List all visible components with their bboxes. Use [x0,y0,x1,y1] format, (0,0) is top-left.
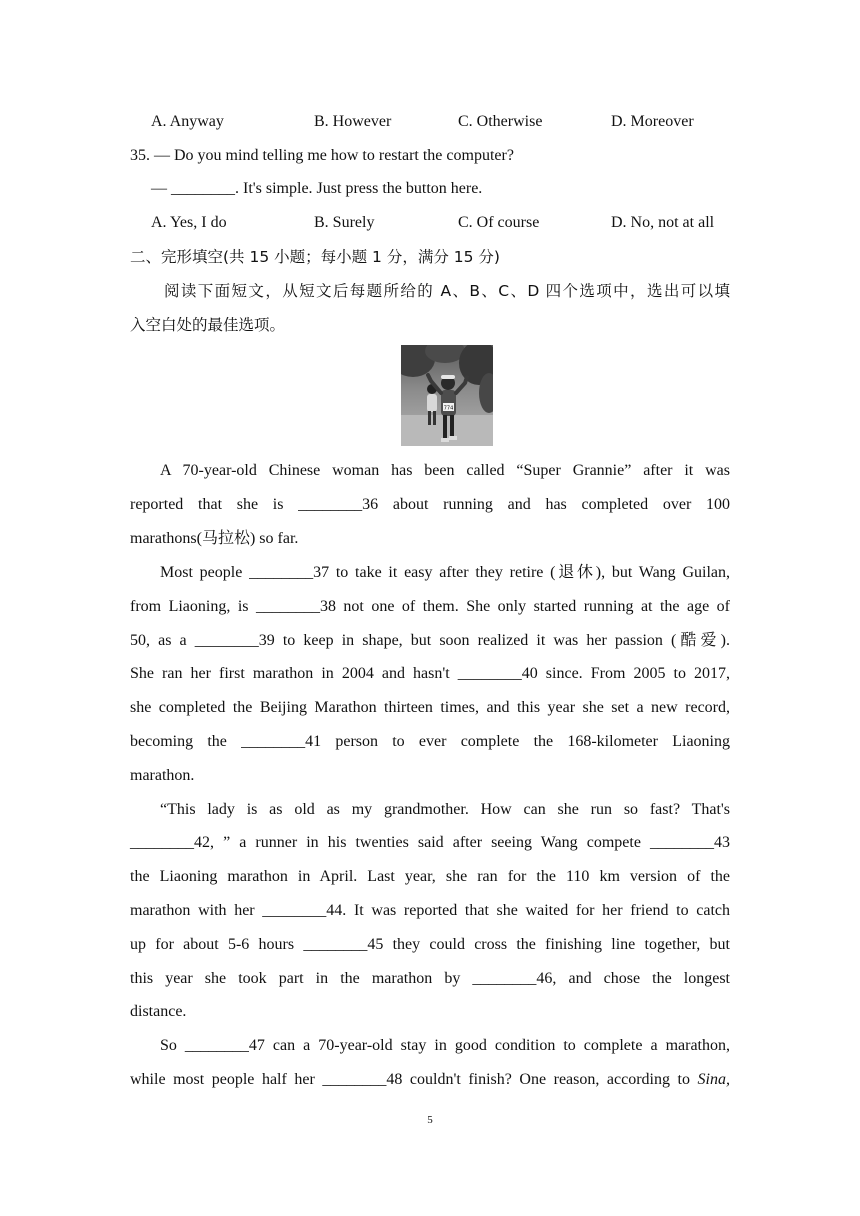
q35-option-b: B. Surely [314,214,375,231]
p1-line1: A 70-year-old Chinese woman has been called “Super Grannie” after it was [160,462,730,479]
p2-line7: marathon. [130,767,195,784]
q34-option-d: D. Moreover [611,113,694,130]
runner-photo [401,345,493,446]
p3-line7: distance. [130,1003,187,1020]
q35-option-d: D. No, not at all [611,214,715,231]
p3-line5: up for about 5-6 hours ________45 they could cross the finishing line together, but [130,936,730,953]
p3-line1: “This lady is as old as my grandmother. How can she run so fast? That's [160,801,730,818]
p2-line2: from Liaoning, is ________38 not one of them. She only started running at the age of [130,598,730,615]
q34-option-b: B. However [314,113,392,130]
section-instruction-line2: 入空白处的最佳选项。 [130,316,286,334]
p3-line6: this year she took part in the marathon by ________46, and chose the longest [130,970,730,987]
q35-option-a: A. Yes, I do [151,214,227,231]
q35-reply: — ________. It's simple. Just press the button here. [151,180,483,197]
page-number: 5 [427,1114,433,1126]
bib-number: 774 [443,405,454,412]
p4-line2-source: Sina, [697,1071,730,1088]
q34-option-a: A. Anyway [151,113,224,130]
p4-line2-text: while most people half her ________48 couldn't finish? One reason, according to [130,1071,698,1088]
p3-line4: marathon with her ________44. It was reported that she waited for her friend to catch [130,902,730,919]
p4-line2 [130,1070,730,1090]
section-instruction-line1: 阅读下面短文，从短文后每题所给的 A、B、C、D 四个选项中，选出可以填 [164,282,730,300]
p2-line6: becoming the ________41 person to ever complete the 168-kilometer Liaoning [130,733,730,750]
p2-line3: 50, as a ________39 to keep in shape, but soon realized it was her passion (酷爱). [130,632,730,649]
p3-line2: ________42, ” a runner in his twenties said after seeing Wang compete ________43 [130,834,730,851]
p1-line2: reported that she is ________36 about running and has completed over 100 [130,496,730,513]
p2-line4: She ran her first marathon in 2004 and hasn't ________40 since. From 2005 to 2017, [130,665,730,682]
q34-option-c: C. Otherwise [458,113,543,130]
q35-option-c: C. Of course [458,214,540,231]
p4-line1: So ________47 can a 70-year-old stay in good condition to complete a marathon, [160,1037,730,1054]
p3-line3: the Liaoning marathon in April. Last year, she ran for the 110 km version of the [130,868,730,885]
p2-line1: Most people ________37 to take it easy after they retire (退休), but Wang Guilan, [160,564,730,581]
p1-line3: marathons(马拉松) so far. [130,530,299,547]
p2-line5: she completed the Beijing Marathon thirteen times, and this year she set a new record, [130,699,730,716]
section-heading: 二、完形填空(共 15 小题；每小题 1 分，满分 15 分) [130,248,500,266]
q35-question: 35. — Do you mind telling me how to restart the computer? [130,147,514,164]
